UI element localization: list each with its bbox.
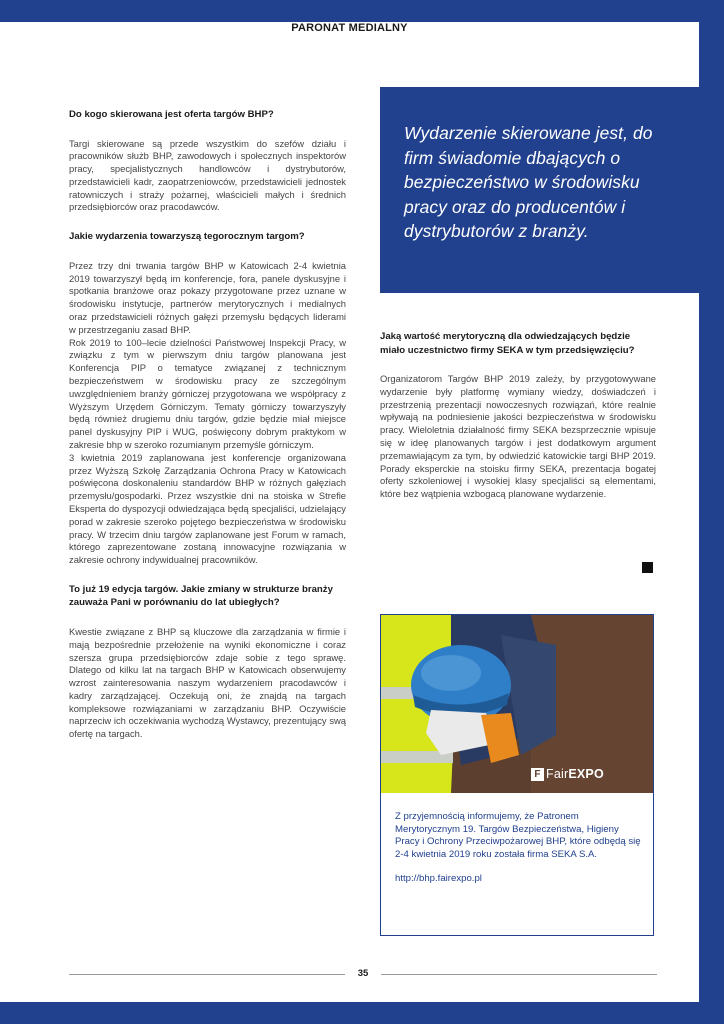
answer-4: Organizatorom Targów BHP 2019 zależy, by przygotowywane wydarzenie były platformę wymiany wiedzy, doświadczeń i przestrzenią prezentacji nowoczesnych rozwiązań, które realnie wpływają na podniesienie jakości bezpieczeństwa w środowisku pracy. Wieloletnia działalność firmy SEKA bezsprzecznie wpisuje się w ideę planowanych targów i jest dodatkowym argument przemawiającym za tym, by odwiedzić katowickie targi BHP 2019. Porady eksperckie na stoisku firmy SEKA, prezentacja bogatej oferty szkoleniowej i wysokiej klasy specjaliści są elementami, które bez wątpienia wzbogacą planowane wydarzenie. [380, 373, 656, 500]
left-column [69, 108, 346, 741]
footer-rule-left [69, 974, 345, 975]
page-number: 35 [357, 968, 369, 979]
question-2: Jakie wydarzenia towarzyszą tegorocznym targom? [69, 231, 305, 243]
answer-3: Kwestie związane z BHP są kluczowe dla zarządzania w firmie i mają bezpośrednie przełożenie na wyniki ekonomiczne i coraz szersza grupa przedsiębiorców zdaje sobie z tego sprawę. Dlatego od kilku lat na targach BHP w Katowicach obserwujemy wzrost zainteresowania naszym wydarzeniem pracodawców i kadry zarządzającej. Oczekują oni, że znajdą na targach kompleksowe rozwiązaniami w zarządzaniu BHP. Oczywiście naprzeciw ich oczekiwania wychodzą Wystawcy, prezentujący swą ofertę na targach. [69, 625, 346, 740]
pull-quote-box [380, 87, 699, 293]
article-end-mark [642, 562, 653, 573]
question-1: Do kogo skierowana jest oferta targów BHP? [69, 109, 274, 120]
patron-info-box [380, 614, 654, 936]
answer-2-paragraph-2: Rok 2019 to 100–lecie dzielności Państwowej Inspekcji Pracy, w związku z tym w pierwszym dniu targów planowana jest Konferencja PIP o tematyce związanej z technicznym bezpieczeństwem w środowisku pracy ze szczególnym uwzględnieniem branży górniczej przygotowana we współpracy z Wyższym Urzędem Górniczym. Tematy górniczy towarzyszyły będą również drugiemu dniu targów, gdzie będzie miał miejsce panel dyskusyjny PIP i WUG, poświęcony dobrym praktykom w zakresie bhp w szeroko rozumianym przemyśle górniczym. [69, 336, 346, 450]
question-3: To już 19 edycja targów. Jakie zmiany w strukturze branży zauważa Pani w porównaniu do lat ubiegłych? [69, 583, 333, 609]
worker-helmet-photo [381, 615, 653, 793]
pull-quote-text: Wydarzenie skierowane jest, do firm świadomie dbających o bezpieczeństwo w środowisku pracy oraz do producentów i dystrybutorów z branży. [404, 123, 653, 241]
worker-helmet-illustration [381, 615, 653, 793]
footer-rule-right [381, 974, 657, 975]
patron-info-text: Z przyjemnością informujemy, że Patronem Merytorycznym 19. Targów Bezpieczeństwa, Higieny Pracy i Ochrony Przeciwpożarowej BHP, które odbędą się 2-4 kwietnia 2019 roku została firma SEKA S.A. [395, 811, 641, 860]
fairexpo-link[interactable]: http://bhp.fairexpo.pl [395, 873, 482, 885]
answer-2-paragraph-1: Przez trzy dni trwania targów BHP w Katowicach 2-4 kwietnia 2019 towarzyszył będą im konferencje, fora, panele dyskusyjne i spotkania branżowe oraz pokazy przygotowane przez uznane w środowisku instytucje, partnerów merytorycznych i medialnych oraz przedstawicieli różnych gałęzi przemysłu będących liderami w przestrzeganiu zasad BHP. [69, 259, 346, 335]
question-4: Jaką wartość merytoryczną dla odwiedzających będzie miało uczestnictwo firmy SEKA w tym przedsięwzięciu? [380, 331, 635, 356]
answer-2-paragraph-3: 3 kwietnia 2019 zaplanowana jest konferencje organizowana przez Wyższą Szkołę Zarządzania Ochrona Pracy w Katowicach poświęcona doskonaleniu standardów BHP w różnych gałęziach przemysłu/gospodarki. Przez wszystkie dni na stoiska w Strefie Eksperta do dyspozycji odwiedzająca będą specjaliści, udzielający porad w zakresie szeroko pojętego bezpieczeństwa w środowisku pracy. W trzecim dniu targów zaplanowane jest Forum w ramach, którego zaprezentowane zostaną innowacyjne rozwiązania w zakresie ochrony indywidualnej pracowników. [69, 451, 346, 566]
fairexpo-logo-fair: Fair [546, 767, 569, 781]
fairexpo-logo-mark: F [531, 768, 544, 781]
fairexpo-logo-expo: EXPO [568, 767, 604, 781]
patron-info [395, 811, 641, 886]
fairexpo-logo [531, 767, 604, 781]
page-header: PARONAT MEDIALNY [291, 22, 408, 34]
answer-1: Targi skierowane są przede wszystkim do szefów działu i pracowników służb BHP, zawodowych i społecznych inspektorów pracy, specjalistycznych handlowców i dystrybutorów, przedstawicieli kadr, zaopatrzeniowców, przedstawicieli jednostek ratowniczych i straży pożarnej, właścicieli małych i średnich przedsiębiorców oraz pracodawców. [69, 137, 346, 213]
right-column [380, 330, 656, 501]
